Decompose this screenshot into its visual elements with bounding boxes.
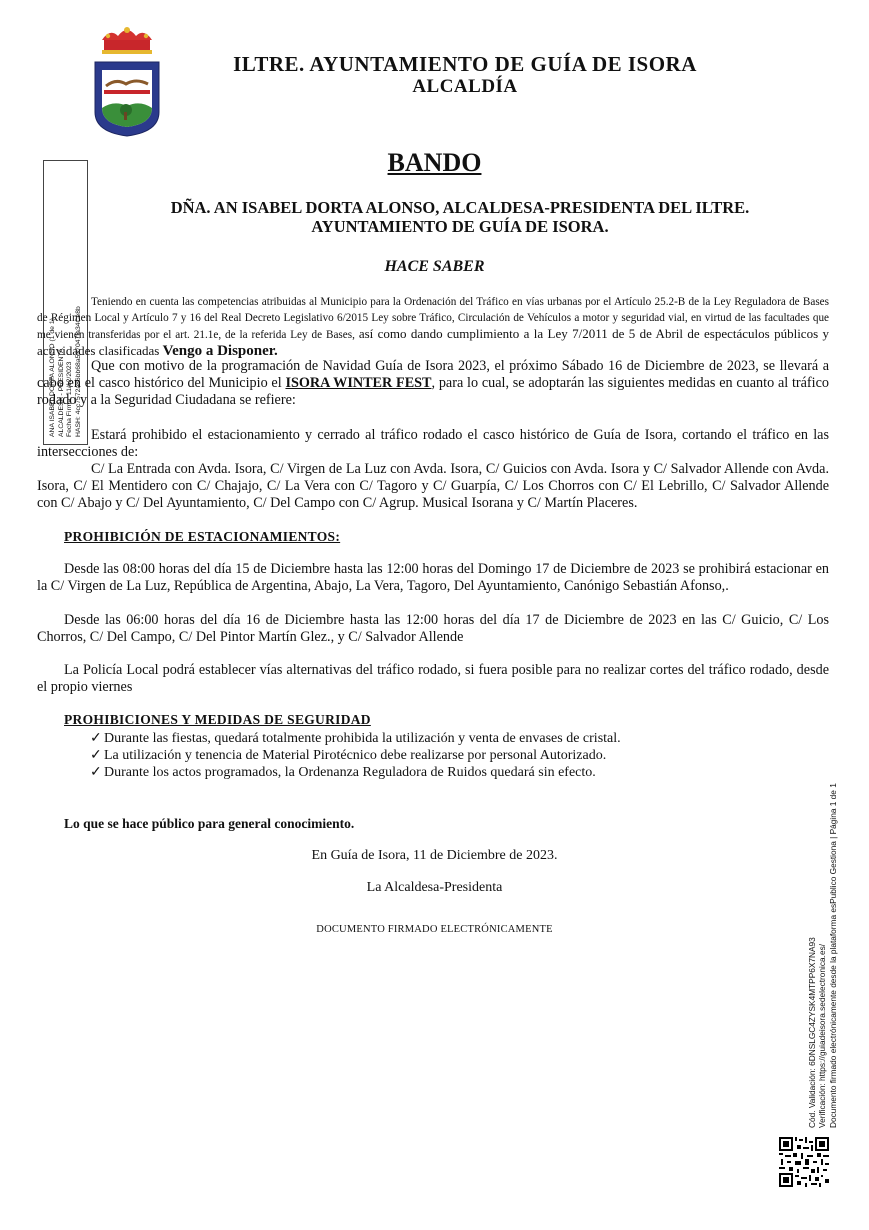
intro-text-1: Teniendo en cuenta las competencias atribuidas al Municipio para la Ordenación del Tráfico en vías urbanas por el Artículo 25.2-B de la Ley Reguladora de Bases de Régimen Local y Artículo 7 y 16 del Real Decreto Legislativo 6/2015 Ley sobre Tráfico, Circulación de Vehículos a motor y seguridad vial, en virtud de las facultades que me vienen transferidas por el art. 21.1e, de la referida Ley de Bases, (37, 296, 829, 341)
stamp-signer: ANA ISABEL DORTA ALONSO (1 de 1) (49, 318, 56, 437)
estacionamiento-paragraph-1: Desde las 08:00 horas del día 15 de Diciembre hasta las 12:00 horas del Domingo 17 de Diciembre de 2023 se prohibirá estacionar en la C/ Virgen de La Luz, República de Argentina, Abajo, La Vera, Tagoro, Del Ayuntamiento, Canónigo Sebastián Afonso,. (37, 561, 829, 594)
signer-title: La Alcaldesa-Presidenta (366, 880, 503, 895)
stamp-hash: HASH: 4cc7572a86bb68a537047fa34Ce8b (74, 306, 82, 437)
security-measures-list (90, 730, 621, 781)
motivo-paragraph (37, 358, 829, 409)
prohibido-paragraph: Estará prohibido el estacionamiento y cerrado al tráfico rodado el casco histórico de Guía de Isora, cortando el tráfico en las intersecciones de: (37, 427, 829, 460)
verification-footer (807, 768, 847, 1128)
measure-text: Durante las fiestas, quedará totalmente prohibida la utilización y venta de envases de cristal. (104, 731, 621, 746)
issuer-line: DÑA. AN ISABEL DORTA ALONSO, ALCALDESA-PRESIDENTA DEL ILTRE. AYUNTAMIENTO DE GUÍA DE ISORA. (170, 198, 750, 236)
measure-text: La utilización y tenencia de Material Pirotécnico debe realizarse por personal Autorizado. (104, 748, 607, 763)
qr-code-icon (779, 1137, 829, 1187)
municipality-title: ILTRE. AYUNTAMIENTO DE GUÍA DE ISORA (233, 52, 697, 76)
motivo-text-1: Que con motivo de la programación de Navidad Guía de Isora 2023, el próximo Sábado 16 de Diciembre de 2023, se llevará a cabo en el casco histórico del Municipio el (37, 358, 829, 391)
estacionamiento-paragraph-2: Desde las 06:00 horas del día 16 de Diciembre hasta las 12:00 horas del día 17 de Diciembre de 2023 en las C/ Guicio, C/ Los Chorros, C/ Del Campo, C/ Del Pintor Martín Glez., y C/ Salvador Allende (37, 612, 829, 645)
list-item (90, 764, 621, 781)
estacionamientos-heading: PROHIBICIÓN DE ESTACIONAMIENTOS: (64, 529, 341, 544)
check-icon: ✓ (90, 748, 102, 763)
check-icon: ✓ (90, 765, 102, 780)
seguridad-heading: PROHIBICIONES Y MEDIDAS DE SEGURIDAD (64, 712, 371, 727)
platform-note: Documento firmado electrónicamente desde la plataforma esPublico Gestiona | Página 1 de 1 (827, 783, 838, 1128)
stamp-role: ALCALDESA - PRESIDENTA (57, 348, 65, 437)
intersecciones-paragraph: C/ La Entrada con Avda. Isora, C/ Virgen de La Luz con Avda. Isora, C/ Guicios con Avda. Isora y C/ Salvador Allende con Avda. Isora, C/ El Mentidero con C/ Chajajo, C/ La Vera con C/ Tagoro y C/ Guarpía, C/ Los Chorros con C/ El Lebrillo, C/ Salvador Allende con C/ Abajo y C/ Del Ayuntamiento, C/ Del Campo con C/ Agrup. Musical Isorana y C/ Martín Placeres. (37, 461, 829, 511)
event-name: ISORA WINTER FEST (285, 375, 432, 391)
document-title: BANDO (387, 148, 482, 177)
validation-code: Cód. Validación: 6DNSLGC4ZYSK4MTPP6X7NA93 (807, 937, 817, 1128)
intro-paragraph (37, 294, 829, 360)
electronic-signature-note: DOCUMENTO FIRMADO ELECTRÓNICAMENTE (316, 924, 553, 935)
motivo-text-2: , para lo cual, se adoptarán las siguientes medidas en cuanto al tráfico rodado y a la Seguridad Ciudadana se refiere: (37, 375, 829, 408)
check-icon: ✓ (90, 731, 102, 746)
verification-url[interactable]: Verificación: https://guiadeisora.sedelectronica.es/ (817, 943, 828, 1128)
hace-saber-heading: HACE SABER (384, 258, 485, 275)
policia-paragraph: La Policía Local podrá establecer vías alternativas del tráfico rodado, si fuera posible para no realizar cortes del tráfico rodado, desde el propio viernes (37, 662, 829, 695)
stamp-date: Fecha Firma: 11/12/2023 (66, 361, 73, 437)
municipality-subtitle: ALCALDÍA (412, 76, 518, 97)
coat-of-arms-icon (92, 26, 162, 138)
closing-statement: Lo que se hace público para general conocimiento. (64, 816, 355, 831)
place-date: En Guía de Isora, 11 de Diciembre de 2023. (311, 848, 558, 863)
list-item (90, 730, 621, 747)
measure-text: Durante los actos programados, la Ordenanza Reguladora de Ruidos quedará sin efecto. (104, 765, 596, 780)
list-item (90, 747, 621, 764)
intro-decree: Vengo a Disponer. (162, 343, 278, 359)
intro-text-2: así como dando cumplimiento a la Ley 7/2011 de 5 de Abril de espectáculos públicos y actividades clasificadas (37, 326, 830, 358)
